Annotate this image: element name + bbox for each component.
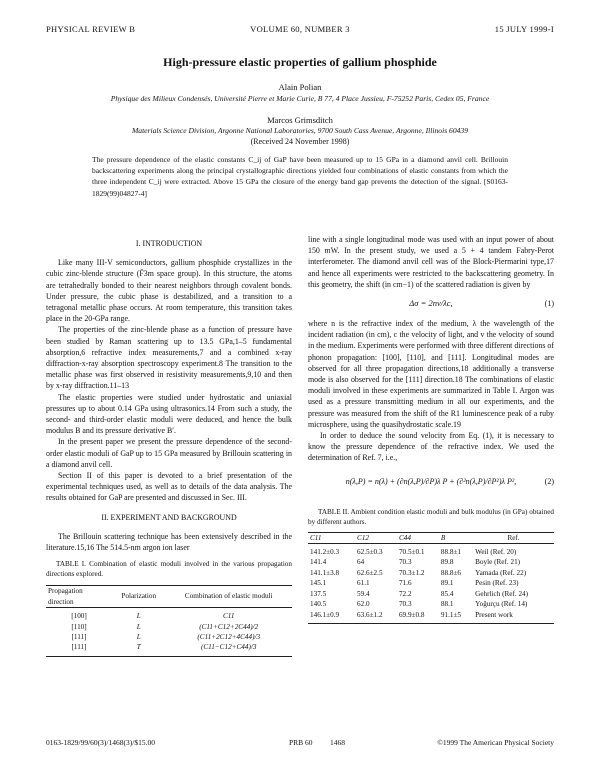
table-cell: 146.1±0.9	[310, 610, 340, 619]
experiment-paragraph-2: line with a single longitudinal mode was used with an input power of about 150 mW. In the present study, we used a 5 + 4 tandem Fabry-Perot interferometer. The diamond anvil cell was of the Block-Piermarini type,17 and hence all experiments were restricted to the backscattering geometry. In this geometry, the shift (in cm−1) of the scattered radiation is given by	[308, 235, 554, 289]
table-cell: T	[136, 643, 141, 652]
author-1: Alain Polian	[278, 82, 322, 92]
table-cell: Yamada (Ref. 22)	[475, 568, 527, 577]
volume-number: VOLUME 60, NUMBER 3	[250, 24, 350, 34]
equation-2-body: n(λ,P) = n(λ) + (∂n(λ,P)/∂P)λ P + (∂²n(λ,P)/∂P²)λ P²,	[345, 476, 517, 486]
table-1	[46, 585, 292, 656]
table-cell: 137.5	[310, 589, 327, 598]
footer-copyright: ©1999 The American Physical Society	[437, 738, 554, 747]
table-cell: 89.1	[440, 579, 454, 588]
table-cell: 85.4	[440, 589, 454, 598]
table-cell: [111]	[71, 643, 87, 652]
table-cell: 141.4	[310, 558, 327, 567]
section-title-introduction: I. INTRODUCTION	[135, 239, 203, 248]
table-cell: L	[136, 622, 141, 631]
section-title-experiment: II. EXPERIMENT AND BACKGROUND	[101, 512, 237, 522]
table-cell: [100]	[71, 612, 87, 621]
table-cell: 59.4	[357, 589, 370, 598]
experiment-paragraph-1: The Brillouin scattering technique has been extensively described in the literature.15,16 The 514.5-nm argon ion laser	[46, 531, 292, 553]
table-row	[308, 599, 554, 609]
abstract: The pressure dependence of the elastic constants C_ij of GaP have been measured up to 15 GPa in a diamond anvil cell. Brillouin backscattering experiments along the principal crystallographic directions yielded four combinations of elastic constants from which the three independent C_ij were extracted. Above 15 GPa the closure of the energy band gap prevents the detection of the signal. [S0163-1829(99)04827-4]	[92, 155, 508, 198]
equation-2	[308, 467, 554, 497]
table-cell: 70.3±1.2	[398, 568, 425, 577]
table-row	[46, 622, 292, 632]
table-cell: 62.6±2.5	[357, 568, 383, 577]
table-cell: C11	[223, 612, 235, 621]
table-row	[308, 589, 554, 599]
footer-code: 0163-1829/99/60(3)/1468(3)/$15.00	[46, 738, 155, 747]
table-cell: 61.1	[357, 579, 370, 588]
table-cell: 91.1±5	[440, 610, 461, 619]
table-row	[308, 544, 554, 558]
table-cell: [110]	[71, 622, 87, 631]
table-cell: L	[136, 612, 141, 621]
table-cell: Yoğurçu (Ref. 14)	[475, 600, 528, 609]
equation-1	[308, 293, 554, 315]
experiment-paragraph-4: In order to deduce the sound velocity from Eq. (1), it is necessary to know the pressure dependence of the refractive index. We used the determination of Ref. 7, i.e.,	[308, 431, 554, 463]
table-cell: Pesin (Ref. 23)	[475, 579, 519, 588]
table-1-header-combination: Combination of elastic moduli	[184, 592, 273, 601]
table-cell: 88.8±1	[440, 548, 461, 557]
table-cell: Boyle (Ref. 21)	[475, 558, 521, 567]
intro-paragraph-1: Like many III-V semiconductors, gallium phosphide crystallizes in the cubic zinc-blende structure (F̄3m space group). In this structure, the atoms are tetrahedrally bonded to their nearest neighbors through covalent bonds. Under pressure, the cubic phase is destabilized, and a transition to a tetragonal metallic phase occurs. At room temperature, this transition takes place in the 20-GPa range.	[46, 258, 292, 324]
footer-journal: PRB 60	[289, 738, 313, 747]
table-2-header-c44: C44	[398, 533, 411, 542]
page-number: 1468	[330, 738, 345, 747]
table-row	[308, 557, 554, 567]
table-cell: 88.1	[440, 600, 454, 609]
table-cell: 63.6±1.2	[357, 610, 383, 619]
table-cell: 69.9±0.8	[398, 610, 425, 619]
table-cell: 71.6	[398, 579, 412, 588]
journal-name: PHYSICAL REVIEW B	[46, 24, 136, 34]
table-cell: (C11−C12+C44)/3	[200, 643, 257, 652]
table-cell: 64	[357, 558, 365, 567]
table-cell: Weil (Ref. 20)	[475, 548, 517, 557]
equation-1-number: (1)	[544, 299, 554, 309]
table-row	[46, 642, 292, 656]
right-column	[308, 234, 554, 624]
received-date: (Received 24 November 1998)	[250, 137, 350, 146]
table-2-header-c11: C11	[310, 533, 322, 542]
table-cell: 62.0	[357, 600, 370, 609]
table-2-caption: TABLE II. Ambient condition elastic moduli and bulk modulus (in GPa) obtained by different authors.	[308, 507, 554, 526]
table-cell: 72.2	[398, 589, 412, 598]
author-2: Marcos Grimsditch	[267, 115, 333, 125]
table-cell: 70.3	[398, 558, 412, 567]
table-row	[308, 610, 554, 624]
intro-paragraph-2: The properties of the zinc-blende phase as a function of pressure have been studied by Raman scattering up to 13.5 GPa,1–5 fundamental absorption,6 refractive index measurements,7 and a combined x-ray diffraction-x-ray absorption spectroscopy experiment.8 The transition to the metallic phase was first observed in resistivity measurements,9,10 and then by x-ray diffraction.11–13	[46, 325, 292, 391]
table-cell: (C11+2C12+4C44)/3	[197, 632, 261, 641]
table-2-header-ref: Ref.	[507, 533, 520, 542]
table-cell: [111]	[71, 632, 87, 641]
left-column	[46, 238, 292, 657]
table-row	[46, 632, 292, 642]
experiment-paragraph-3: where n is the refractive index of the medium, λ the wavelength of the incident radiation (in cm), c the velocity of light, and v the velocity of sound in the medium. Experiments were performed with three different directions of phonon propagation: [100], [110], and [111]. Longitudinal modes are observed for all three propagation directions,18 additionally a transverse mode is also observed for the [111] direction.18 The combinations of elastic moduli involved in these experiments are summarized in Table I. Argon was used as a pressure transmitting medium in all our experiments, and the pressure was measured from the shift of the R1 luminescence peak of a ruby microsphere, using the quasihydrostatic scale.19	[308, 319, 554, 429]
page-footer	[46, 738, 554, 750]
table-cell: L	[136, 632, 141, 641]
intro-paragraph-3: The elastic properties were studied under hydrostatic and uniaxial pressures up to about 0.14 GPa using ultrasonics.14 From such a study, the second- and third-order elastic moduli were deduced, and hence the bulk modulus B and its pressure derivative B′.	[46, 392, 292, 436]
table-cell: 70.5±0.1	[398, 548, 425, 557]
table-cell: 145.1	[310, 579, 327, 588]
intro-paragraph-4: In the present paper we present the pressure dependence of the second-order elastic moduli of GaP up to 15 GPa measured by Brillouin scattering in a diamond anvil cell.	[46, 437, 292, 469]
table-cell: (C11+C12+2C44)/2	[199, 622, 259, 631]
paper-title: High-pressure elastic properties of gallium phosphide	[163, 55, 437, 69]
table-cell: 62.5±0.3	[357, 548, 383, 557]
table-cell: 70.3	[398, 600, 412, 609]
affiliation-1: Physique des Milieux Condensés, Université Pierre et Marie Curie, B 77, 4 Place Jussieu, F-75252 Paris, Cedex 05, France	[110, 94, 490, 103]
running-header	[46, 24, 554, 36]
table-1-caption: TABLE I. Combination of elastic moduli involved in the various propagation directions explored.	[46, 560, 292, 579]
table-cell: 140.5	[310, 600, 327, 609]
table-1-header-polarization: Polarization	[121, 592, 157, 601]
table-2-header-b: B	[440, 533, 446, 542]
equation-1-body: Δσ = 2nv/λc,	[409, 298, 453, 309]
table-cell: 141.2±0.3	[310, 548, 340, 557]
table-2	[308, 532, 554, 624]
table-cell: 89.8	[440, 558, 454, 567]
intro-paragraph-5: Section II of this paper is devoted to a brief presentation of the experimental techniques used, as well as to details of the data analysis. The results obtained for GaP are presented and discussed in Sec. III.	[46, 471, 292, 503]
table-cell: 141.1±3.8	[310, 568, 340, 577]
table-row	[308, 568, 554, 578]
equation-2-number: (2)	[544, 476, 554, 486]
table-cell: Present work	[475, 610, 513, 619]
table-cell: Gehrlich (Ref. 24)	[475, 589, 529, 598]
issue-date: 15 JULY 1999-I	[494, 24, 554, 34]
table-1-header-direction: Propagation direction	[48, 587, 83, 606]
affiliation-2: Materials Science Division, Argonne National Laboratories, 9700 South Cass Avenue, Argonne, Illinois 60439	[131, 126, 469, 135]
table-row	[46, 608, 292, 622]
table-row	[308, 578, 554, 588]
table-2-header-c12: C12	[357, 533, 370, 542]
table-cell: 88.8±6	[440, 568, 461, 577]
